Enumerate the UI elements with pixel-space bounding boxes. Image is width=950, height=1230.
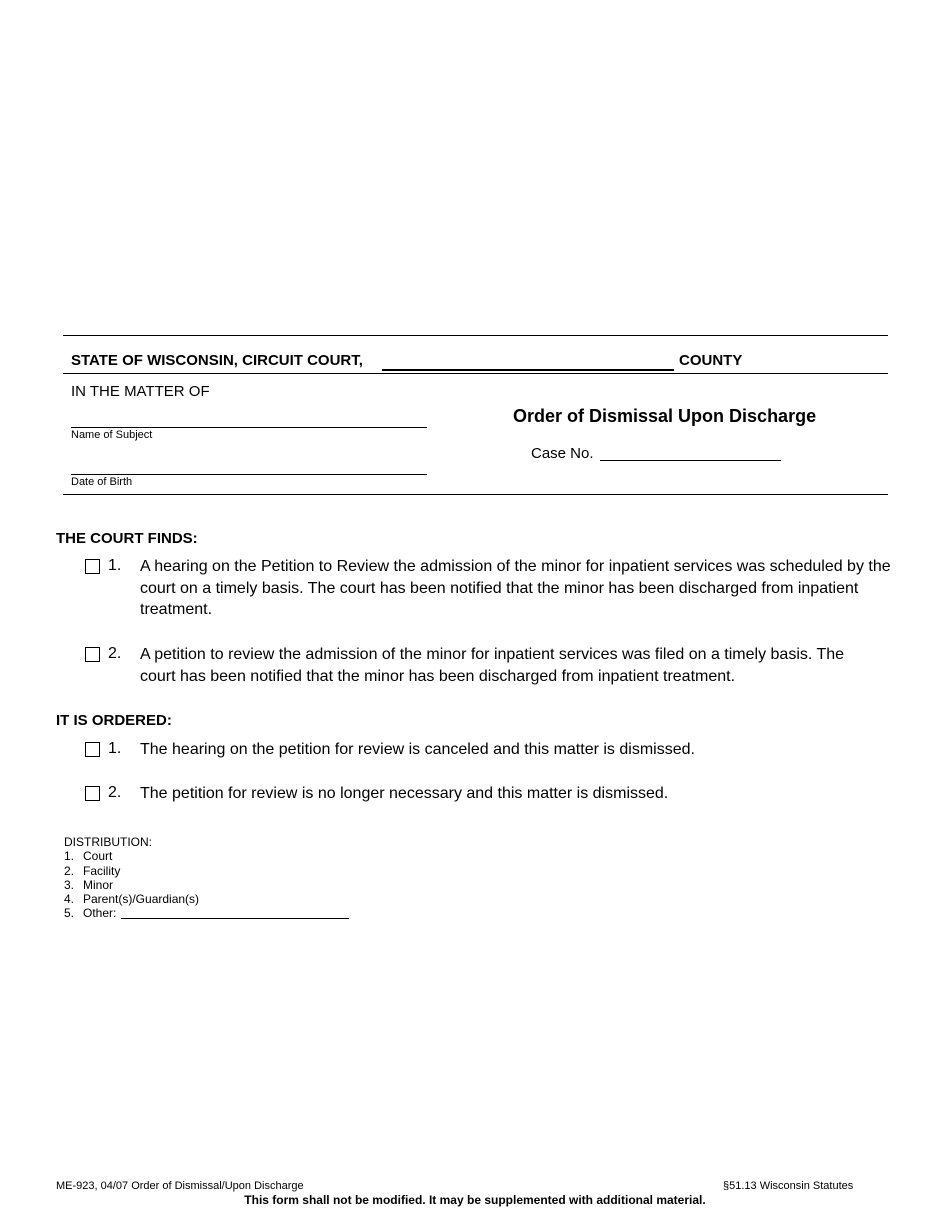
state-court-label: STATE OF WISCONSIN, CIRCUIT COURT, [71,352,363,369]
distribution-other-field[interactable] [121,918,349,919]
distribution-item [64,864,199,878]
subject-name-label: Name of Subject [71,429,153,441]
order-1-text: The hearing on the petition for review is canceled and this matter is dismissed. [140,741,695,758]
distribution-item [64,878,199,892]
distribution-item-label: Other: [83,906,117,921]
distribution-item-number: 2. [64,863,75,878]
form-title: Order of Dismissal Upon Discharge [513,406,817,426]
finding-1-number: 1. [108,557,122,574]
distribution-item-label: Facility [83,863,121,878]
finding-1-text: A hearing on the Petition to Review the admission of the minor for inpatient services was scheduled by the court on a timely basis. The court has been notified that the minor has been discharged from inpatient treatment. [140,558,891,618]
it-is-ordered-heading: IT IS ORDERED: [56,712,172,729]
distribution-item [64,892,199,906]
finding-2-text: A petition to review the admission of the minor for inpatient services was filed on a timely basis. The court has been notified that the minor has been discharged from inpatient treatment. [140,646,845,685]
distribution-item-number: 3. [64,877,75,892]
in-the-matter-of-label: IN THE MATTER OF [71,383,210,400]
county-name-field[interactable] [382,369,674,371]
case-number-label: Case No. [531,445,594,462]
distribution-list [64,835,199,921]
distribution-item [64,849,199,863]
finding-1-checkbox[interactable] [85,559,100,574]
caption-header-rule [63,373,888,374]
footer-form-id: ME-923, 04/07 Order of Dismissal/Upon Discharge [56,1180,304,1192]
distribution-item-number: 5. [64,906,75,921]
distribution-item-label: Parent(s)/Guardian(s) [83,892,200,907]
date-of-birth-label: Date of Birth [71,476,133,488]
order-2-text: The petition for review is no longer necessary and this matter is dismissed. [140,785,669,802]
distribution-heading: DISTRIBUTION: [64,835,153,849]
order-2-number: 2. [108,784,122,801]
court-finds-heading: THE COURT FINDS: [56,530,198,547]
date-of-birth-field[interactable] [71,474,427,475]
footer-statute: §51.13 Wisconsin Statutes [723,1180,854,1192]
caption-top-rule [63,335,888,336]
order-1-checkbox[interactable] [85,742,100,757]
footer-notice: This form shall not be modified. It may be supplemented with additional material. [244,1193,706,1207]
order-1-number: 1. [108,740,122,757]
finding-2-checkbox[interactable] [85,647,100,662]
county-label: COUNTY [679,352,743,369]
caption-bottom-rule [63,494,888,495]
subject-name-field[interactable] [71,427,427,428]
distribution-item-label: Court [83,849,113,864]
case-number-field[interactable] [600,460,781,461]
order-2-checkbox[interactable] [85,786,100,801]
distribution-item-number: 1. [64,849,75,864]
finding-2-number: 2. [108,645,122,662]
distribution-item-number: 4. [64,892,75,907]
distribution-item-label: Minor [83,877,114,892]
